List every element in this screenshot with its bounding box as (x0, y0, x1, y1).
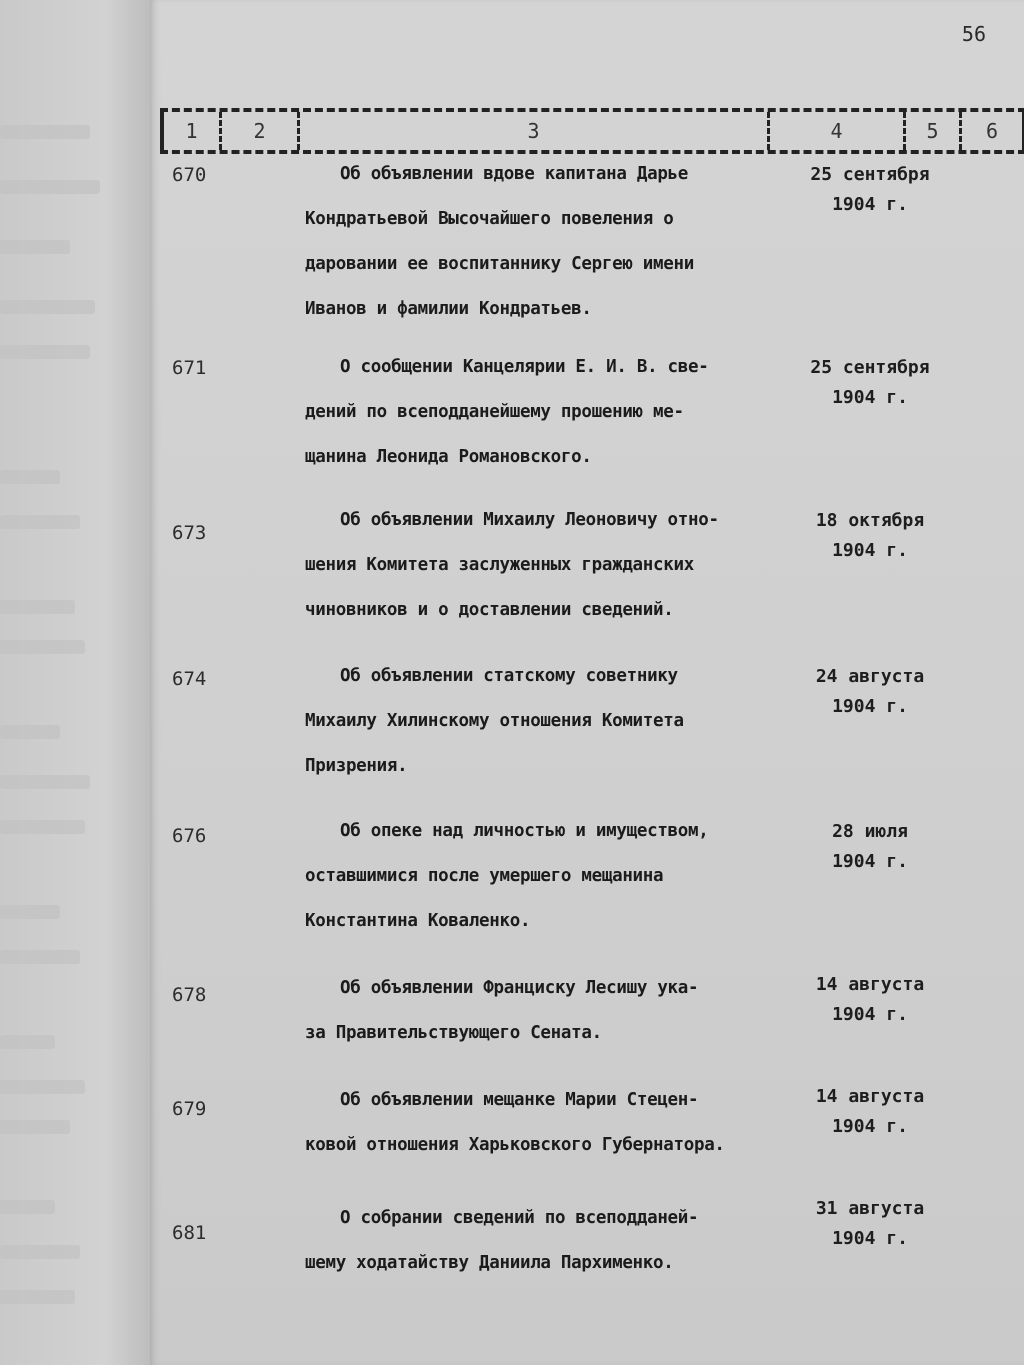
description-line: чиновников и о доставлении сведений. (305, 600, 674, 620)
bleed-through-text (0, 1035, 55, 1049)
entry-description (305, 966, 805, 1056)
page-number: 56 (961, 22, 986, 46)
bleed-through-text (0, 300, 95, 314)
column-header-1: 1 (160, 112, 222, 150)
entry-number: 679 (172, 1098, 207, 1120)
column-header-6: 6 (962, 112, 1024, 150)
bleed-through-text (0, 775, 90, 789)
column-header-2: 2 (222, 112, 300, 150)
description-line: даровании ее воспитаннику Сергею имени (305, 254, 694, 274)
document-page (150, 0, 1024, 1365)
date-day-month: 25 сентября (810, 357, 930, 378)
column-header-4: 4 (770, 112, 906, 150)
bleed-through-text (0, 725, 60, 739)
entry-date (790, 160, 950, 220)
date-year: 1904 г. (832, 194, 908, 215)
entry-number: 670 (172, 164, 207, 186)
date-year: 1904 г. (832, 540, 908, 561)
description-line: Об объявлении Франциску Лесишу ука- (340, 978, 699, 998)
bleed-through-text (0, 345, 90, 359)
bleed-through-text (0, 1290, 75, 1304)
entry-number: 671 (172, 357, 207, 379)
entry-date (790, 817, 950, 877)
entry-description (305, 1196, 805, 1286)
description-line: ковой отношения Харьковского Губернатора. (305, 1135, 725, 1155)
entry-number: 681 (172, 1222, 207, 1244)
entry-description (305, 345, 805, 480)
bleed-through-text (0, 1080, 85, 1094)
date-year: 1904 г. (832, 1004, 908, 1025)
date-day-month: 14 августа (815, 1086, 925, 1107)
description-line: дений по всеподданейшему прошению ме- (305, 402, 684, 422)
bleed-through-text (0, 515, 80, 529)
bleed-through-text (0, 905, 60, 919)
entry-date (790, 353, 950, 413)
bleed-through-text (0, 600, 75, 614)
date-day-month: 24 августа (815, 666, 925, 687)
description-line: оставшимися после умершего мещанина (305, 866, 664, 886)
entry-description (305, 654, 805, 789)
bleed-through-text (0, 640, 85, 654)
date-day-month: 18 октября (815, 510, 925, 531)
entry-date (790, 506, 950, 566)
column-header-3: 3 (300, 112, 770, 150)
date-year: 1904 г. (832, 1228, 908, 1249)
description-line: О сообщении Канцелярии Е. И. В. све- (340, 357, 709, 377)
bleed-through-text (0, 1200, 55, 1214)
bleed-through-text (0, 125, 90, 139)
date-year: 1904 г. (832, 696, 908, 717)
entry-date (790, 1082, 950, 1142)
description-line: Об опеке над личностью и имуществом, (340, 821, 709, 841)
date-year: 1904 г. (832, 387, 908, 408)
date-day-month: 14 августа (815, 974, 925, 995)
bleed-through-text (0, 470, 60, 484)
bleed-through-text (0, 950, 80, 964)
entry-description (305, 809, 805, 944)
entry-number: 678 (172, 984, 207, 1006)
entry-description (305, 1078, 805, 1168)
bleed-through-text (0, 1120, 70, 1134)
entry-description (305, 152, 805, 332)
bleed-through-text (0, 1245, 80, 1259)
description-line: щанина Леонида Романовского. (305, 447, 592, 467)
description-line: Об объявлении статскому советнику (340, 666, 678, 686)
entry-date (790, 970, 950, 1030)
description-line: Иванов и фамилии Кондратьев. (305, 299, 592, 319)
entry-number: 676 (172, 825, 207, 847)
description-line: за Правительствующего Сената. (305, 1023, 602, 1043)
bleed-through-text (0, 180, 100, 194)
description-line: шему ходатайству Даниила Пархименко. (305, 1253, 674, 1273)
description-line: Константина Коваленко. (305, 911, 531, 931)
column-header-row (160, 108, 1024, 154)
column-header-5: 5 (906, 112, 962, 150)
entry-number: 674 (172, 668, 207, 690)
bleed-through-text (0, 240, 70, 254)
entry-date (790, 662, 950, 722)
description-line: Об объявлении мещанке Марии Стецен- (340, 1090, 699, 1110)
description-line: О собрании сведений по всеподданей- (340, 1208, 699, 1228)
date-day-month: 25 сентября (810, 164, 930, 185)
date-day-month: 28 июля (832, 821, 908, 842)
entry-number: 673 (172, 522, 207, 544)
date-year: 1904 г. (832, 851, 908, 872)
description-line: Кондратьевой Высочайшего повеления о (305, 209, 674, 229)
description-line: Об объявлении вдове капитана Дарье (340, 164, 689, 184)
entry-date (790, 1194, 950, 1254)
description-line: Михаилу Хилинскому отношения Комитета (305, 711, 684, 731)
description-line: Призрения. (305, 756, 408, 776)
entry-description (305, 498, 805, 633)
bleed-through-text (0, 820, 85, 834)
date-year: 1904 г. (832, 1116, 908, 1137)
date-day-month: 31 августа (815, 1198, 925, 1219)
adjacent-page-margin (0, 0, 150, 1365)
description-line: Об объявлении Михаилу Леоновичу отно- (340, 510, 719, 530)
description-line: шения Комитета заслуженных гражданских (305, 555, 694, 575)
